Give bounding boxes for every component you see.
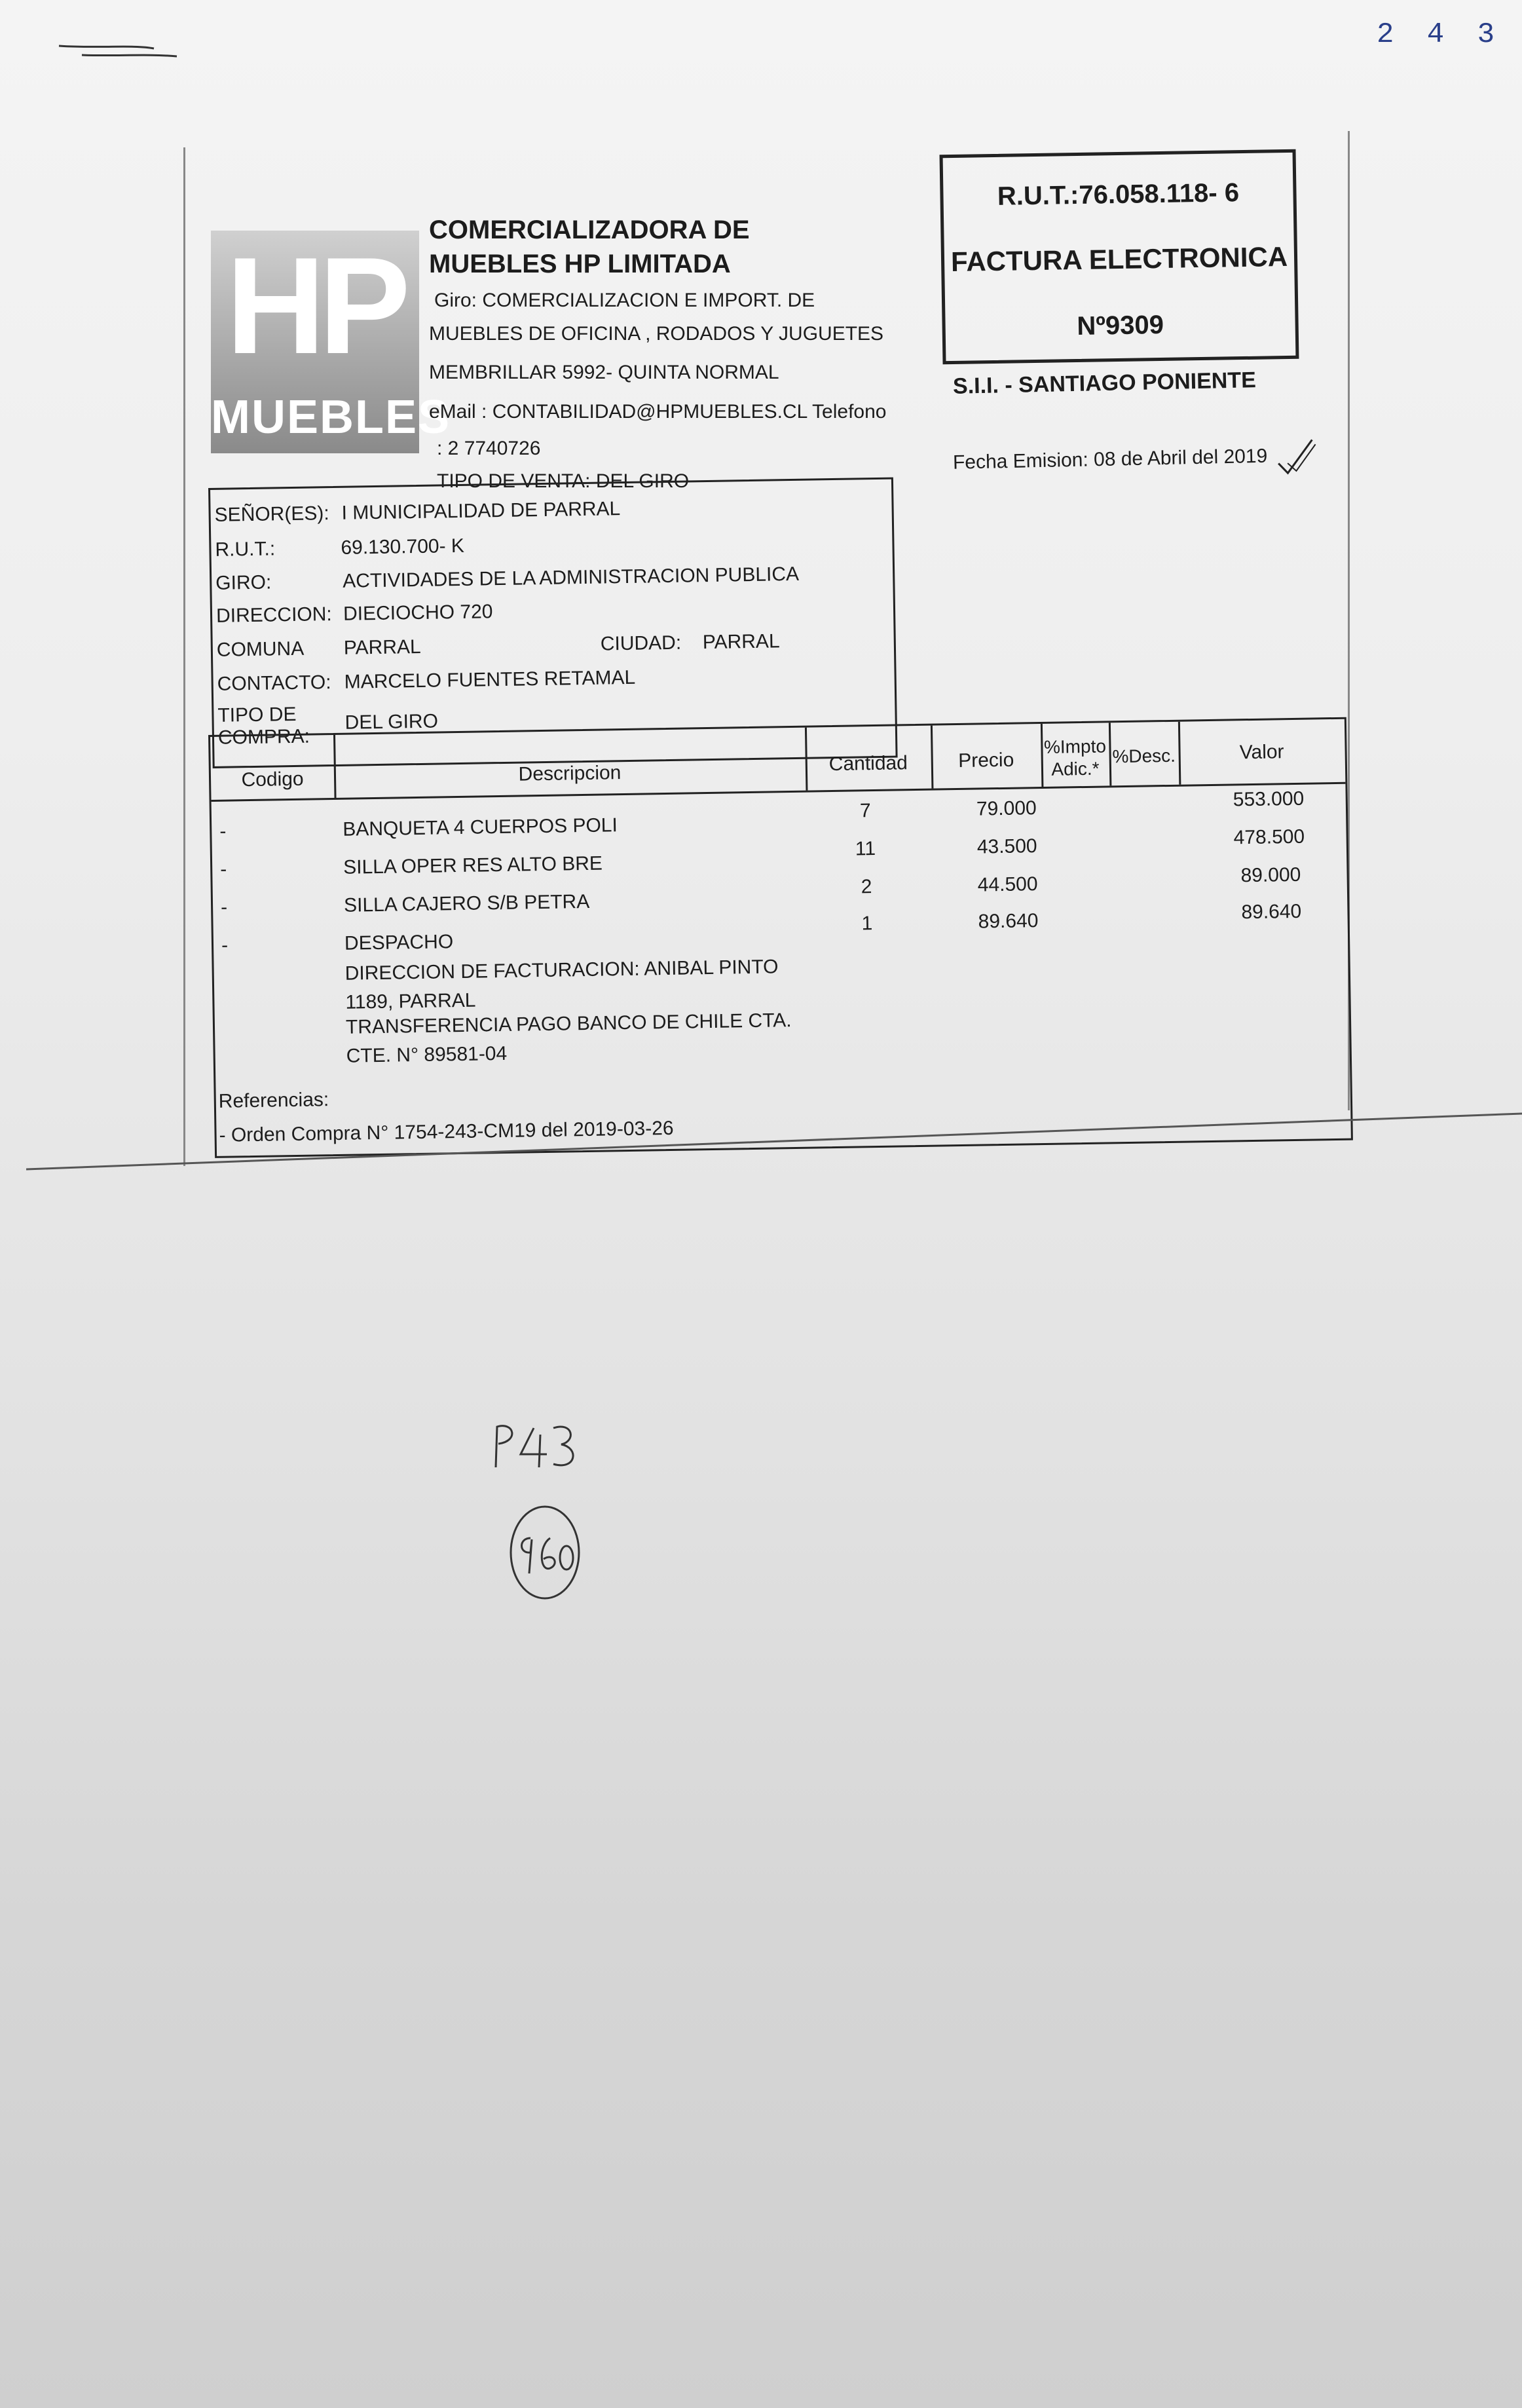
giro-value: ACTIVIDADES DE LA ADMINISTRACION PUBLICA: [343, 563, 800, 592]
header-impto-2: Adic.*: [1051, 758, 1100, 780]
row-3-precio: 44.500: [977, 873, 1038, 896]
note-line-1: DIRECCION DE FACTURACION: ANIBAL PINTO: [344, 956, 779, 985]
row-2-cantidad: 11: [855, 838, 876, 860]
referencia-orden-compra: - Orden Compra N° 1754-243-CM19 del 2019-03-26: [219, 1117, 674, 1146]
row-2-descripcion: SILLA OPER RES ALTO BRE: [343, 852, 603, 878]
row-1-descripcion: BANQUETA 4 CUERPOS POLI: [343, 814, 618, 840]
issue-date-text: Fecha Emision: 08 de Abril del 2019: [952, 445, 1268, 474]
issue-date: [952, 436, 1319, 483]
handwritten-note-1-strokes: [488, 1415, 580, 1474]
company-giro-2: MUEBLES DE OFICINA , RODADOS Y JUGUETES: [429, 323, 884, 345]
client-box: [208, 478, 898, 768]
row-4-cantidad: 1: [861, 912, 873, 935]
company-name-line-2: MUEBLES HP LIMITADA: [429, 250, 731, 278]
invoice-id-box: [940, 149, 1299, 365]
rut-value: 69.130.700- K: [341, 535, 465, 559]
ciudad-label: CIUDAD:: [600, 631, 682, 655]
row-2-codigo: -: [219, 858, 227, 880]
company-name: [429, 213, 783, 281]
note-line-4: CTE. N° 89581-04: [346, 1042, 508, 1067]
row-4-precio: 89.640: [978, 910, 1039, 933]
header-descripcion: Descripcion: [518, 762, 622, 785]
senor-value: I MUNICIPALIDAD DE PARRAL: [341, 498, 621, 524]
check-mark: [1272, 436, 1319, 476]
company-logo: [211, 229, 451, 453]
contacto-label: CONTACTO:: [217, 671, 331, 695]
row-4-valor: 89.640: [1241, 900, 1302, 924]
handwritten-note-1: [488, 1415, 580, 1474]
tipo-compra-label-1: TIPO DE: [217, 703, 297, 726]
company-email: eMail : CONTABILIDAD@HPMUEBLES.CL Telefono: [429, 401, 887, 423]
company-phone: : 2 7740726: [437, 438, 541, 459]
tipo-compra-value: DEL GIRO: [344, 710, 439, 734]
row-1-precio: 79.000: [976, 797, 1037, 820]
comuna-label: COMUNA: [216, 637, 305, 661]
row-4-codigo: -: [221, 934, 229, 956]
pen-mark: [56, 41, 180, 60]
row-3-cantidad: 2: [861, 876, 872, 898]
direccion-label: DIRECCION:: [215, 603, 332, 627]
company-giro-1: Giro: COMERCIALIZACION E IMPORT. DE: [434, 290, 815, 311]
header-desc: %Desc.: [1112, 745, 1176, 767]
row-3-codigo: -: [220, 896, 228, 918]
comuna-value: PARRAL: [343, 635, 421, 659]
header-codigo: Codigo: [241, 768, 304, 791]
row-2-precio: 43.500: [976, 835, 1037, 858]
issuer-rut: R.U.T.:76.058.118- 6: [997, 178, 1240, 211]
giro-label: GIRO:: [215, 571, 272, 594]
sheet-edge-left: [183, 147, 185, 1166]
row-1-codigo: -: [219, 820, 227, 842]
sii-office: S.I.I. - SANTIAGO PONIENTE: [952, 367, 1257, 399]
rut-label: R.U.T.:: [215, 538, 276, 561]
logo-word: MUEBLES: [211, 391, 451, 443]
row-3-descripcion: SILLA CAJERO S/B PETRA: [343, 890, 590, 916]
note-line-2: 1189, PARRAL: [345, 989, 476, 1013]
invoice-number: Nº9309: [1077, 310, 1164, 341]
header-precio: Precio: [957, 749, 1014, 772]
company-address: MEMBRILLAR 5992- QUINTA NORMAL: [429, 362, 779, 383]
tipo-venta: TIPO DE VENTA: DEL GIRO: [437, 470, 690, 492]
items-table: [208, 717, 1353, 1158]
ciudad-value: PARRAL: [702, 630, 780, 654]
header-valor: Valor: [1239, 741, 1284, 764]
page-number-stamp: 2 4 3: [1376, 18, 1502, 51]
logo-hp: HP: [226, 229, 404, 383]
handwritten-note-2: [504, 1500, 589, 1605]
senor-label: SEÑOR(ES):: [214, 502, 329, 526]
header-cantidad: Cantidad: [828, 752, 908, 776]
row-2-valor: 478.500: [1233, 825, 1305, 849]
tipo-compra-label-2: COMPRA:: [217, 725, 310, 749]
row-4-descripcion: DESPACHO: [344, 931, 454, 954]
row-1-valor: 553.000: [1233, 787, 1305, 811]
note-line-3: TRANSFERENCIA PAGO BANCO DE CHILE CTA.: [345, 1009, 792, 1038]
sheet-bottom-edge: [26, 1107, 1522, 1173]
header-impto-1: %Impto: [1043, 736, 1107, 757]
row-3-valor: 89.000: [1240, 863, 1301, 887]
company-name-line-1: COMERCIALIZADORA DE: [429, 216, 750, 244]
referencias-label: Referencias:: [218, 1089, 329, 1112]
row-1-cantidad: 7: [859, 800, 871, 822]
direccion-value: DIECIOCHO 720: [343, 601, 493, 625]
handwritten-note-2-strokes: [504, 1500, 589, 1605]
contacto-value: MARCELO FUENTES RETAMAL: [344, 666, 636, 693]
document-type: FACTURA ELECTRONICA: [950, 240, 1288, 278]
